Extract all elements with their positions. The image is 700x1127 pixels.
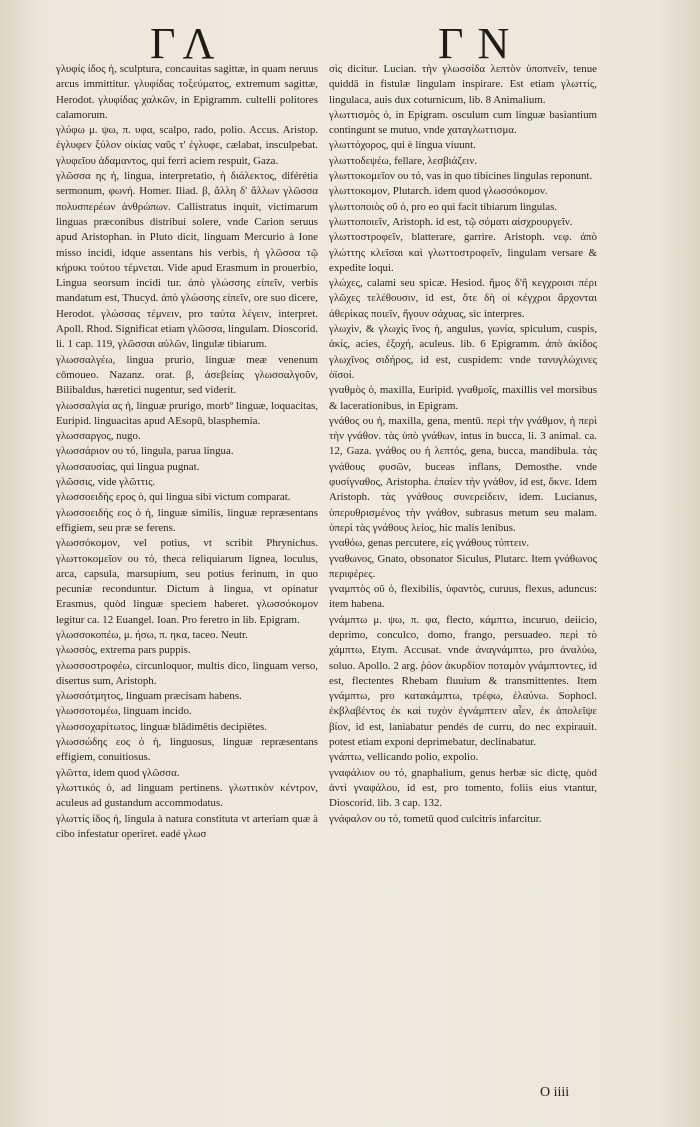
dictionary-entry: γνάθος ου ἡ, maxilla, gena, mentū. περὶ τὴν γνάθμον, ἡ περὶ τὴν γνάθον. τὰς ὑπὸ γνάθων, intus in bucca, li. 3 animal. ca. 12, Gaza. γνάθος ου ἡ λεπτός, gena, bucca, mandibula. τὰς γνάθους φυσῶν, buceas inflans, Demosthe. vnde φυσίγναθος, Aristopha. ἐπαίεν τὴν γνάθον, id est, ὄκνε. Idem Aristoph. τὰς γνάθους συνερείδειν, idem. Lucianus, ὑπερυθρισμένος τὴν γνάθον, subrasus metum seu malam. ὑπερὶ τὰς γνάθους λείος, hic malis lenibus. xyxy=(329,414,597,534)
dictionary-entry: γλῶσσις, vide γλῶττις. xyxy=(56,476,156,489)
header-right: ΓΝ xyxy=(438,19,524,68)
dictionary-entry: γλωσσότμητος, linguam præcisam habens. xyxy=(56,690,242,703)
dictionary-entry: γλωσσώδης εος ὁ ἡ, linguosus, linguæ repræsentans effigiem, conuitiosus. xyxy=(56,736,318,764)
dictionary-entry: γναφάλιον ου τό, gnaphalium, genus herbæ sic dictę, quòd ἀντὶ γναφάλου, id est, pro tomento, foliis eius vtantur, Dioscorid. lib. 3 cap. 132. xyxy=(329,766,597,810)
dictionary-entry: γλυφίς ίδος ἡ, sculptura, concauitas sagittæ, in quam neruus arcus immittitur. γλυφίδας τοξεύματος, extremum sagittæ, Herodot. γλυφίδας χαλκῶν, in Epigramm. cultelli politores calamorum. xyxy=(56,63,318,121)
dictionary-entry: γλωττοποιεῖν, Aristoph. id est, τῷ σόματι αἰσχρουργεῖν. xyxy=(329,215,573,228)
dictionary-entry: γλωττοδεψέω, fellare, λεσβιάζειν. xyxy=(329,154,477,167)
dictionary-entry: γλωσσαυσίας, qui lingua pugnat. xyxy=(56,460,200,473)
dictionary-entry: γλῶττα, idem quod γλῶσσα. xyxy=(56,766,180,779)
dictionary-entry: γναθόω, genas percutere, εἰς γνάθους τύπτειν. xyxy=(329,537,530,550)
header-left: ΓΛ xyxy=(150,19,229,68)
dictionary-entry: γλωττισμὸς ὁ, in Epigram. osculum cum linguæ basiantium contingunt se mutuo, vnde χαταγλωττισμα. xyxy=(329,108,597,137)
dictionary-entry: γλωσσαργος, nugo. xyxy=(56,430,141,443)
right-column xyxy=(329,62,597,827)
dictionary-entry: γλῶσσα ης ἡ, lingua, interpretatio, ἡ διάλεκτος, diférétia sermonum, φωνή. Homer. Iliad. β, ἄλλη δ' ἄλλων γλῶσσα πολυσπερέων ἀνθρώπων. Callistratus inquit, victimarum linguas præconibus distribui solere, vnde Carion seruus apud Aristophan. in Pluto dicit, linguam Mercurio à Ione misso incidi, idque assentans his verbis, ἡ γλῶσσα τῷ κήρυκι τούτου τέμνεται. Vide apud Erasmum in prouerbio, Lingua seorsum incidi tur. ἀπὸ γλώσσης εἰπεῖν, verbis mandatum est, Thucyd. ἀπὸ γλώσσης εἰπεῖν, ore suo dicere, Herodot. γλώσσας τέμνειν, pro ταύτα λέγειν, interpret. Apoll. Rhod. Significat etiam γλῶσσα, lingulam. Dioscorid. li. 1 cap. 119, γλῶσσαι αὐλῶν, lingulæ tibiarum. xyxy=(56,170,318,351)
dictionary-entry: γλωσσοειδής εος ὁ ἡ, linguæ similis, linguæ repræsentans effigiem, seu præ se ferens. xyxy=(56,506,318,534)
dictionary-entry: γλωσσοτομέω, linguam incido. xyxy=(56,705,192,718)
left-column xyxy=(56,62,318,842)
dictionary-entry: γλωχὶν, & γλωχὶς ῖνος ἡ, angulus, γωνία, spiculum, cuspis, ἀκίς, acies, ἐξοχή, aculeus. lib. 6 Epigramm. ἀπὸ ἀκίδος γλωχῖνος σιδήρος, id est, cuspidem: vnde τανυγλώχινες ὀϊσοί. xyxy=(329,323,597,381)
dictionary-entry: γλωσσάριον ου τό, lingula, parua lingua. xyxy=(56,445,234,458)
dictionary-entry: γλωσσὸς, extrema pars puppis. xyxy=(56,644,191,657)
dictionary-entry: γλωσσοχαρίτωτος, linguæ blādimētis decipiētes. xyxy=(56,720,267,733)
dictionary-entry: γλωσσαλγέω, lingua prurio, linguæ meæ venenum cōmoueo. Nazanz. orat. β, ἀσεβείας γλωσσαλγοῦν, Bilibaldus, hæretici nugentur, sed viderit. xyxy=(56,353,318,397)
dictionary-entry: γλωσσοκοπέω, μ. ήσω, π. ηκα, taceo. Neutr. xyxy=(56,628,248,641)
running-headers xyxy=(0,18,700,68)
dictionary-entry: γλωσσοειδὴς ερος ὁ, qui lingua sibi victum comparat. xyxy=(56,491,291,504)
dictionary-entry: γλωττοστροφεῖν, blatterare, garrire. Aristoph. νεφ. ἀπὸ γλώττης κλεῖσαι καὶ γλωττοστροφεῖν, lingulam versare & expedite loqui. xyxy=(329,231,597,274)
dictionary-entry: γλώχες, calami seu spicæ. Hesiod. ἤμος δ'ἢ κεγχροισι πέρι γλῶχες τελέθουσιν, id est, ὅτε δὴ οἱ κέγχροι ἄρχονται ἀθερίκας ποιεῖν, ἤγουν σάχυας, sic interpres. xyxy=(329,277,597,320)
signature-mark: O iiii xyxy=(540,1085,570,1100)
dictionary-entry: γναθμὸς ὁ, maxilla, Euripid. γναθμοῖς, maxillis vel morsibus & lacerationibus, in Epigram. xyxy=(329,384,597,412)
dictionary-entry: γλύφω μ. ψω, π. υφα, scalpo, rado, polio. Accus. Aristop. ἐγλυφεν ξύλον οἰκίας ναῦς τ' ἐγλυφε, cælabat, insculpebat. γλυφεῖου ἀδαμαντος, qui ferri aciem respuit, Gaza. xyxy=(56,124,318,167)
dictionary-entry: γλωττίς ίδος ἡ, lingula à natura constituta vt arteriam quæ à cibo infestatur operiret. eadé γλωσ xyxy=(56,812,318,840)
dictionary-entry: γλωττόχορος, qui è lingua viuunt. xyxy=(329,139,476,152)
dictionary-entry: γλωττοκομεῖον ου τό, vas in quo tibicines lingulas reponunt. xyxy=(329,170,593,183)
dictionary-entry: γλωσσόκομον, vel potius, vt scribit Phrynichus. γλωττοκομεῖον ου τό, theca reliquiarum lignea, loculus, arca, capsula, marsupium, seu potius ferinum, in quo pecuniæ reconduntur. Dictum à lingua, vt opinatur Erasmus, quòd linguæ speciem haberet. γλωσσόκομον legitur ca. 12 Euangel. Ioan. Pro feretro in lib. Epigram. xyxy=(56,537,318,626)
dictionary-entry: σὶς dicitur. Lucian. τὴν γλωσσίδα λεπτὸν ὑποπνεῖν, tenue quiddā in fistulæ lingulam inspirare. Est etiam γλωττίς, lingulaca, auis dux coturnicum, lib. 8 Animalium. xyxy=(329,63,597,106)
dictionary-entry: γνάπτω, vellicando polio, expolio. xyxy=(329,751,479,764)
dictionary-entry: γλωττοκομον, Plutarch. idem quod γλωσσόκομον. xyxy=(329,185,548,198)
dictionary-entry: γλωσσοστροφέω, circunloquor, multis dico, linguam verso, disertus sum, Aristoph. xyxy=(56,659,318,687)
dictionary-entry: γλωττοποιὸς οῦ ὁ, pro eo qui facit tibiarum lingulas. xyxy=(329,200,558,213)
dictionary-entry: γνάφαλον ου τό, tometū quod culcitris infarcitur. xyxy=(329,812,542,825)
dictionary-entry: γλωσσαλγία ας ἡ, linguæ prurigo, morbº linguæ, loquacitas, Euripid. linguacitas apud AEsopū, blasphemia. xyxy=(56,399,318,427)
dictionary-entry: γνάμπτω μ. ψω, π. φα, flecto, κάμπτω, incuruo, deiicio, deprimo, conculco, domo, frango, persuadeo. περὶ τὸ χάμπτω, Etym. Accusat. vnde ἀναγνάμπτω, pro ἀναλύω, soluo. Apollo. 2 arg. ῥόον ἀκυρδίον ποταμὸν γνάμπτοντες, id est, flectentes Rhebam fluuium & transmittentes. Item γνάμπτω, pro κατακάμπτω, τρέφω, ἐλαύνω. Sophocl. ἐκβλαβέντος ἐκ καὶ τυχὸν ἐγνάμπτειν αἶεν, ἐκ ἀπολεῖψε βίον, id est, laniabatur pendés de curru, do nec expirauit. potest etiam exponi deprimebatur, declinabatur. xyxy=(329,613,597,749)
dictionary-entry: γλωττικός ὁ, ad linguam pertinens. γλωττικὸν κέντρον, aculeus ad gustandum accommodatus. xyxy=(56,781,318,810)
dictionary-entry: γναμπτὸς οῦ ὁ, flexibilis, ὑφαντὸς, curuus, flexus, aduncus: item habena. xyxy=(329,583,597,611)
dictionary-entry: γναθωνος, Gnato, obsonator Siculus, Plutarc. Item γνάθωνος περιφέρες. xyxy=(329,552,597,580)
